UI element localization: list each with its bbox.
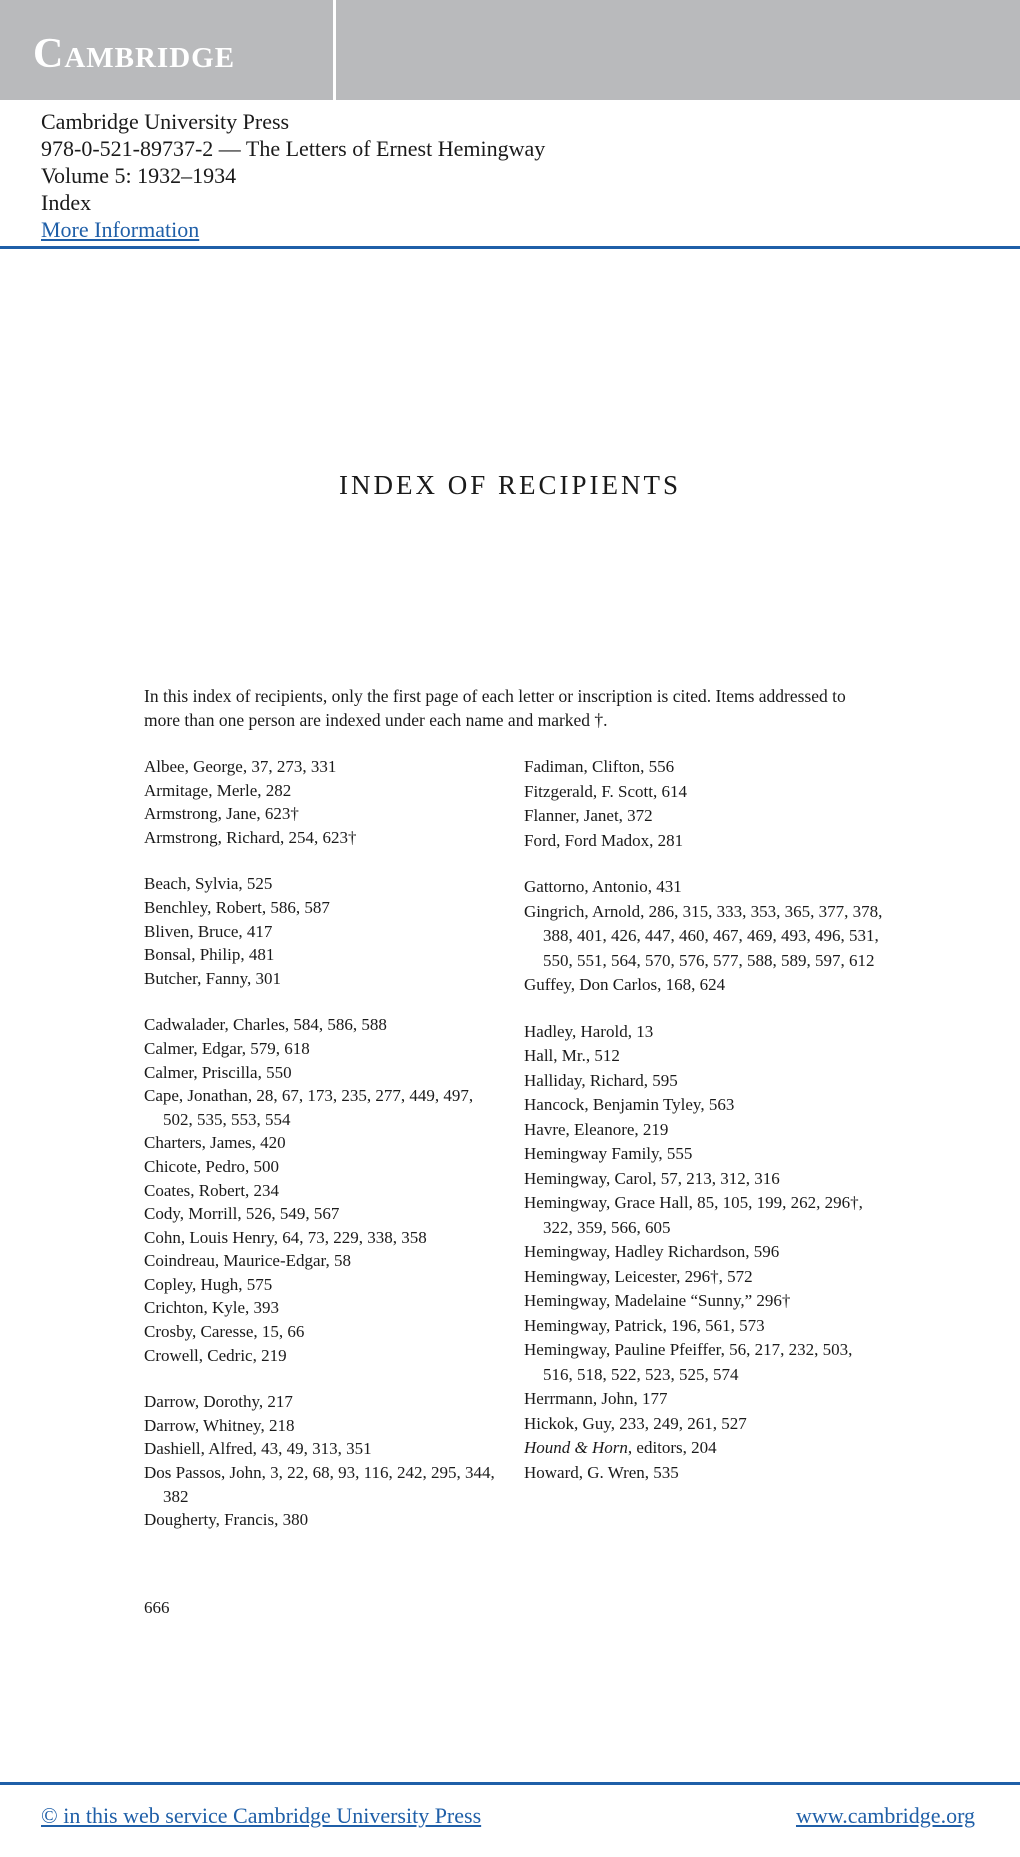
index-entry: Benchley, Robert, 586, 587	[144, 897, 330, 917]
index-entry: Armstrong, Richard, 254, 623†	[144, 827, 357, 847]
index-entry: Coindreau, Maurice-Edgar, 58	[144, 1251, 352, 1271]
cambridge-website-link[interactable]: www.cambridge.org	[795, 1803, 975, 1828]
section-label: Index	[41, 190, 92, 215]
letter-group-gap	[144, 1367, 504, 1390]
index-entry: Hemingway Family, 555	[524, 1144, 693, 1163]
index-entry: Hound & Horn, editors, 204	[524, 1438, 717, 1457]
index-entry: Coates, Robert, 234	[144, 1180, 280, 1200]
publisher-name: Cambridge University Press	[41, 109, 290, 134]
banner-divider	[333, 0, 336, 100]
index-entry: Copley, Hugh, 575	[144, 1274, 273, 1294]
index-entry: Howard, G. Wren, 535	[524, 1462, 679, 1482]
isbn-title: 978-0-521-89737-2 — The Letters of Ernest Hemingway	[41, 136, 546, 161]
volume-label: Volume 5: 1932–1934	[41, 163, 237, 188]
index-entry: Hall, Mr., 512	[524, 1046, 620, 1065]
index-entry: Calmer, Priscilla, 550	[144, 1062, 292, 1082]
index-entry: Bliven, Bruce, 417	[144, 921, 273, 941]
index-entry: Hemingway, Patrick, 196, 561, 573	[524, 1315, 765, 1335]
index-entry: Hancock, Benjamin Tyley, 563	[524, 1095, 735, 1114]
index-entry: Hemingway, Madelaine “Sunny,” 296†	[524, 1291, 791, 1310]
index-entry: Hemingway, Grace Hall, 85, 105, 199, 262, 296†, 322, 359, 566, 605	[524, 1193, 863, 1237]
header-banner	[0, 0, 1020, 100]
index-entry: Dashiell, Alfred, 43, 49, 313, 351	[144, 1439, 372, 1459]
index-entry: Bonsal, Philip, 481	[144, 945, 275, 965]
index-entry: Charters, James, 420	[144, 1133, 286, 1153]
cambridge-logo: Cambridge	[33, 31, 236, 77]
index-entry: Hickok, Guy, 233, 249, 261, 527	[524, 1413, 747, 1433]
index-entry: Cody, Morrill, 526, 549, 567	[144, 1204, 340, 1224]
index-entry: Albee, George, 37, 273, 331	[144, 757, 337, 776]
index-entry: Butcher, Fanny, 301	[144, 968, 282, 988]
page-title: INDEX OF RECIPIENTS	[338, 470, 681, 500]
book-metadata	[41, 108, 545, 243]
index-entry: Hemingway, Pauline Pfeiffer, 56, 217, 232, 503, 516, 518, 522, 523, 525, 574	[524, 1340, 853, 1384]
index-entry: Halliday, Richard, 595	[524, 1070, 678, 1090]
index-column-right	[524, 755, 884, 1485]
letter-group-gap	[524, 853, 884, 875]
index-entry: Darrow, Dorothy, 217	[144, 1392, 293, 1412]
index-entry: Crichton, Kyle, 393	[144, 1298, 280, 1318]
index-entry: Fitzgerald, F. Scott, 614	[524, 781, 687, 801]
index-entry: Gingrich, Arnold, 286, 315, 333, 353, 365, 377, 378, 388, 401, 426, 447, 460, 467, 469, 493, 496, 531, 550, 551, 564, 570, 576, 577, 588, 589, 597, 612	[524, 901, 883, 970]
index-entry: Hemingway, Carol, 57, 213, 312, 316	[524, 1168, 780, 1188]
index-entry: Beach, Sylvia, 525	[144, 874, 273, 894]
index-entry: Calmer, Edgar, 579, 618	[144, 1038, 310, 1058]
index-entry: Herrmann, John, 177	[524, 1389, 668, 1408]
index-entry: Hadley, Harold, 13	[524, 1021, 654, 1041]
index-entry: Ford, Ford Madox, 281	[524, 830, 684, 850]
letter-group-gap	[144, 990, 504, 1013]
index-entry: Fadiman, Clifton, 556	[524, 757, 675, 776]
index-entry: Darrow, Whitney, 218	[144, 1415, 295, 1435]
index-entry: Cadwalader, Charles, 584, 586, 588	[144, 1015, 387, 1035]
index-entry: Chicote, Pedro, 500	[144, 1156, 280, 1176]
index-entry: Havre, Eleanore, 219	[524, 1119, 669, 1139]
index-entry: Cohn, Louis Henry, 64, 73, 229, 338, 358	[144, 1227, 427, 1247]
index-entry: Armstrong, Jane, 623†	[144, 804, 299, 824]
index-entry: Cape, Jonathan, 28, 67, 173, 235, 277, 449, 497, 502, 535, 553, 554	[144, 1086, 474, 1129]
index-entry: Crosby, Caresse, 15, 66	[144, 1322, 305, 1342]
index-entry: Crowell, Cedric, 219	[144, 1345, 287, 1365]
more-information-link[interactable]: More Information	[41, 217, 200, 242]
footer-url	[796, 1803, 975, 1829]
index-entry: Hemingway, Leicester, 296†, 572	[524, 1266, 753, 1286]
index-column-left	[144, 755, 504, 1532]
index-entry: Dos Passos, John, 3, 22, 68, 93, 116, 242, 295, 344, 382	[144, 1463, 495, 1506]
copyright-link[interactable]: © in this web service Cambridge University Press	[41, 1803, 482, 1828]
index-entry: Gattorno, Antonio, 431	[524, 877, 682, 896]
index-entry: Guffey, Don Carlos, 168, 624	[524, 975, 726, 994]
letter-group-gap	[524, 998, 884, 1020]
index-entry: Hemingway, Hadley Richardson, 596	[524, 1242, 780, 1261]
header-rule	[0, 246, 1020, 249]
index-entry: Flanner, Janet, 372	[524, 806, 653, 825]
letter-group-gap	[144, 849, 504, 872]
page-number: 666	[144, 1598, 170, 1617]
index-entry: Dougherty, Francis, 380	[144, 1510, 309, 1530]
intro-paragraph: In this index of recipients, only the first page of each letter or inscription is cited. Items addressed to more than one person are indexed under each name and marked †.	[144, 686, 846, 730]
footer-copyright	[41, 1803, 481, 1829]
footer-rule	[0, 1782, 1020, 1785]
index-entry: Armitage, Merle, 282	[144, 780, 292, 800]
